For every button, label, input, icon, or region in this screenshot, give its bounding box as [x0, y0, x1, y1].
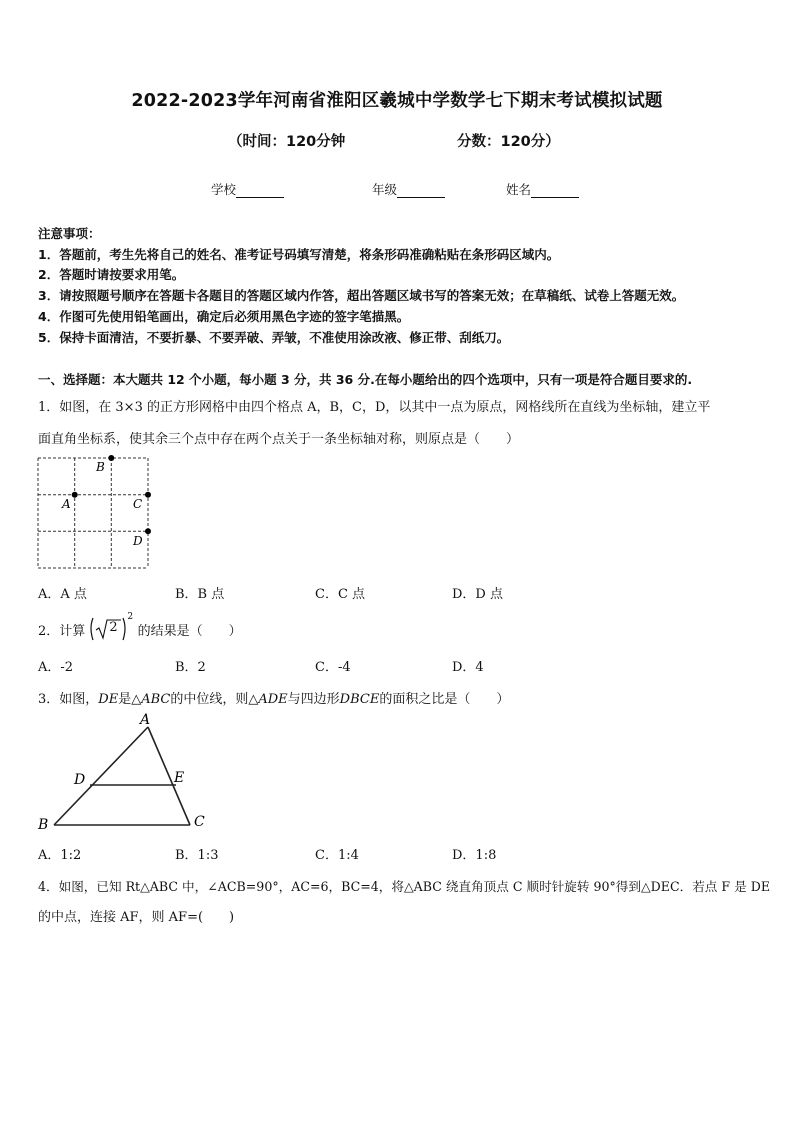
- q3-dbce: DBCE: [339, 692, 380, 707]
- exam-time: （时间：120分钟: [228, 134, 346, 150]
- point-a: [72, 492, 78, 498]
- q4-text-line2: 的中点，连接 AF，则 AF=( ): [38, 910, 235, 925]
- q2-radicand: 2: [109, 620, 118, 635]
- q3-triangle-figure: [36, 712, 216, 834]
- q3-text: 是△: [118, 692, 142, 707]
- q3-text: 与四边形: [287, 692, 340, 707]
- sqrt-expression: [89, 612, 134, 640]
- q3-text: 的面积之比是（ ）: [379, 692, 510, 707]
- exam-score: 分数：120分）: [457, 134, 560, 150]
- q1-option-c[interactable]: C．C 点: [315, 587, 366, 602]
- note-item: 2．答题时请按要求用笔。: [38, 267, 185, 282]
- q3-option-a[interactable]: A．1:2: [38, 848, 82, 863]
- q2-option-b[interactable]: B．2: [175, 660, 206, 675]
- q2-stem: [38, 612, 242, 640]
- note-item: 5．保持卡面清洁，不要折暴、不要弄破、弄皱，不准使用涂改液、修正带、刮纸刀。: [38, 330, 510, 345]
- q1-text-line2: 面直角坐标系，使其余三个点中存在两个点关于一条坐标轴对称，则原点是（ ）: [38, 432, 520, 447]
- q3-text: 的中位线，则△: [170, 692, 259, 707]
- school-field[interactable]: [211, 180, 284, 198]
- q1-text-line1: 1．如图，在 3×3 的正方形网格中由四个格点 A，B，C，D，以其中一点为原点，网格线所在直线为坐标轴，建立平: [38, 400, 711, 415]
- note-item: 3．请按照题号顺序在答题卡各题目的答题区域内作答，超出答题区域书写的答案无效；在草稿纸、试卷上答题无效。: [38, 288, 685, 303]
- note-item: 1．答题前，考生先将自己的姓名、准考证号码填写清楚，将条形码准确粘贴在条形码区域内。: [38, 247, 560, 262]
- label-a: A: [140, 712, 151, 728]
- label-b: B: [38, 817, 49, 833]
- q2-option-c[interactable]: C．-4: [315, 660, 351, 675]
- notes-heading: 注意事项：: [38, 226, 101, 241]
- label-e: E: [174, 770, 185, 786]
- q3-abc: ABC: [141, 692, 171, 707]
- q3-option-b[interactable]: B．1:3: [175, 848, 219, 863]
- q4-text-line1: 4．如图，已知 Rt△ABC 中，∠ACB=90°，AC=6，BC=4，将△ABC 绕直角顶点 C 顺时针旋转 90°得到△DEC．若点 F 是 DE: [38, 879, 771, 894]
- name-field[interactable]: [506, 180, 579, 198]
- label-a: A: [62, 497, 71, 511]
- q1-grid-figure: [38, 458, 150, 570]
- point-d: [145, 528, 151, 534]
- q3-ade: ADE: [258, 692, 288, 707]
- q2-exponent: 2: [127, 612, 134, 622]
- q2-option-d[interactable]: D．4: [452, 660, 484, 675]
- label-d: D: [74, 772, 86, 788]
- q2-prefix: 2．计算: [38, 624, 86, 639]
- q3-stem: [38, 688, 509, 707]
- label-d: D: [133, 534, 143, 548]
- name-label: 姓名: [506, 182, 532, 197]
- q3-option-c[interactable]: C．1:4: [315, 848, 359, 863]
- label-b: B: [96, 460, 105, 474]
- q1-option-d[interactable]: D．D 点: [452, 587, 503, 602]
- q1-option-a[interactable]: A．A 点: [38, 587, 87, 602]
- school-label: 学校: [211, 182, 237, 197]
- label-c: C: [194, 814, 205, 830]
- q3-option-d[interactable]: D．1:8: [452, 848, 497, 863]
- q2-suffix: 的结果是（ ）: [137, 624, 242, 639]
- point-c: [145, 492, 151, 498]
- q1-option-b[interactable]: B．B 点: [175, 587, 225, 602]
- point-b: [108, 455, 114, 461]
- q3-de: DE: [98, 692, 119, 707]
- exam-title: 2022-2023学年河南省淮阳区羲城中学数学七下期末考试模拟试题: [131, 91, 663, 111]
- grade-field[interactable]: [372, 180, 445, 198]
- label-c: C: [133, 497, 143, 511]
- grade-label: 年级: [372, 182, 398, 197]
- q2-option-a[interactable]: A．-2: [38, 660, 74, 675]
- section-heading: 一、选择题：本大题共 12 个小题，每小题 3 分，共 36 分.在每小题给出的四个选项中，只有一项是符合题目要求的.: [38, 372, 693, 387]
- q3-text: 3．如图，: [38, 692, 99, 707]
- note-item: 4．作图可先使用铅笔画出，确定后必须用黑色字迹的签字笔描黑。: [38, 309, 410, 324]
